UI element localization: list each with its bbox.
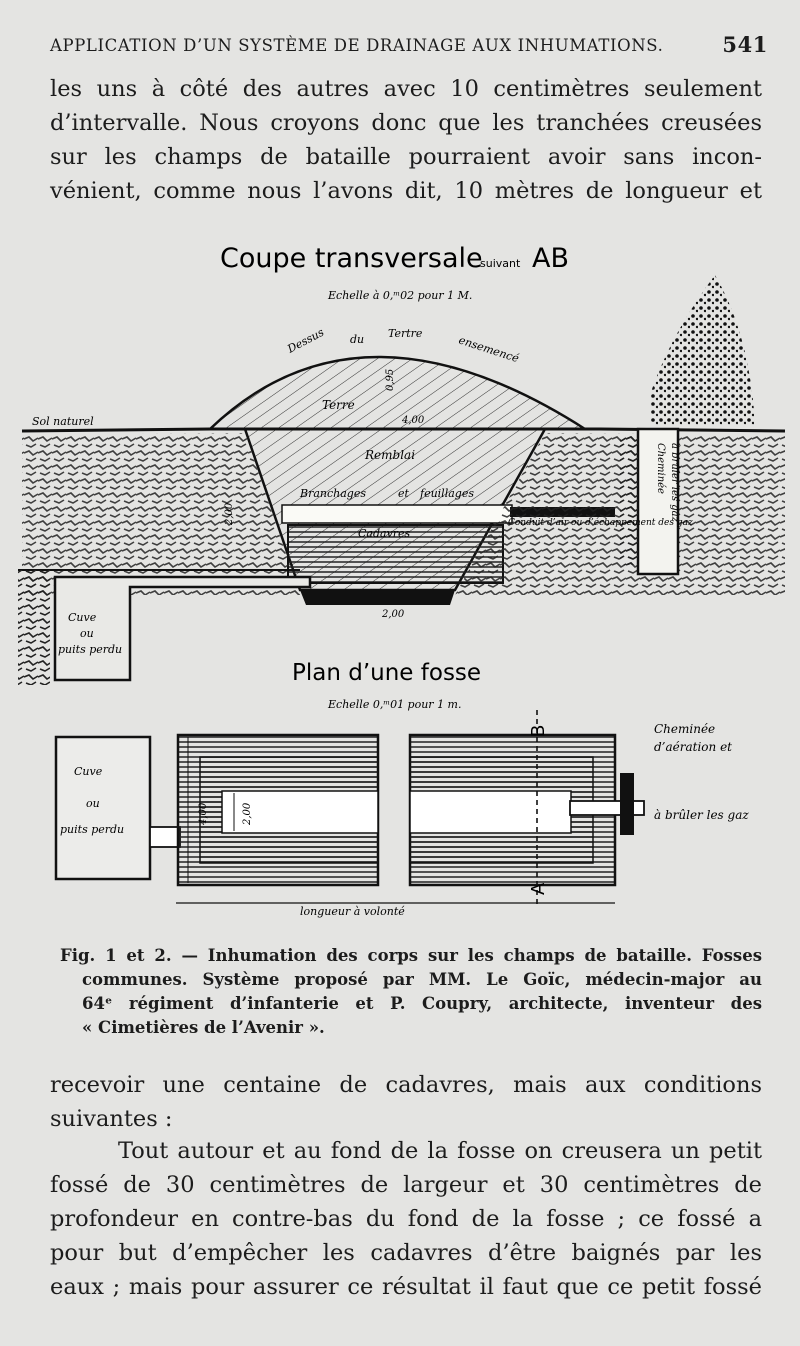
label-dim-400: 4,00 xyxy=(402,415,425,426)
paragraph-continuation xyxy=(50,1068,762,1136)
label-feuillages: feuillages xyxy=(420,487,474,500)
label-remblai: Remblai xyxy=(365,448,416,462)
label-conduit: Conduit d’air ou d’échappement des gaz xyxy=(508,518,693,528)
label-sol-naturel: Sol naturel xyxy=(32,415,94,428)
caption-line: communes. Système proposé par MM. Le Goïc, médecin-major au xyxy=(82,970,762,989)
text-line: pour but d’empêcher les cadavres d’être baignés par les xyxy=(50,1240,762,1266)
caption-line: 64ᵉ régiment d’infanterie et P. Coupry, architecte, inventeur des xyxy=(82,994,762,1013)
plan-label-ou: ou xyxy=(86,797,100,810)
text-line: recevoir une centaine de cadavres, mais aux conditions xyxy=(50,1072,762,1098)
label-puits-perdu: puits perdu xyxy=(58,643,123,656)
text-line: vénient, comme nous l’avons dit, 10 mètres de longueur et xyxy=(50,178,762,204)
text-line: les uns à côté des autres avec 10 centimètres seulement xyxy=(50,76,762,102)
plan-title: Plan d’une fosse xyxy=(292,660,482,686)
plan-view xyxy=(56,710,644,905)
label-dim-200-h: 2,00 xyxy=(382,609,405,620)
paragraph-bottom xyxy=(50,1134,762,1304)
caption-line: Fig. 1 et 2. — Inhumation des corps sur les champs de bataille. Fosses xyxy=(60,946,762,965)
label-du: du xyxy=(350,333,365,346)
figure-drainage-diagram xyxy=(10,225,790,945)
text-line: suivantes : xyxy=(50,1106,173,1132)
plan-label-a: A xyxy=(528,882,549,895)
text-line: fossé de 30 centimètres de largeur et 30 centimètres de xyxy=(50,1172,762,1198)
label-cuve: Cuve xyxy=(68,611,97,624)
label-ou: ou xyxy=(80,627,94,640)
plan-label-b: B xyxy=(528,724,549,737)
plan-label-aeration: d’aération et xyxy=(654,740,732,754)
label-et: et xyxy=(398,487,409,500)
text-line: sur les champs de bataille pourraient avoir sans incon- xyxy=(50,144,762,170)
label-tertre: Tertre xyxy=(388,327,423,340)
plan-label-dim-200: 2,00 xyxy=(242,802,253,825)
paragraph-top xyxy=(50,72,762,208)
label-bruler-section: à brûler les gaz xyxy=(669,443,680,522)
caption-line: « Cimetières de l’Avenir ». xyxy=(82,1018,325,1037)
label-terre: Terre xyxy=(322,398,355,412)
page-number: 541 xyxy=(722,32,768,57)
plan-scale: Echelle 0,ᵐ01 pour 1 m. xyxy=(328,698,462,711)
label-dessus: Dessus xyxy=(285,325,327,356)
label-ensemence: ensemencé xyxy=(457,333,521,366)
plan-label-bruler: à brûler les gaz xyxy=(654,808,749,822)
label-branchages: Branchages xyxy=(300,487,366,500)
section-title: Coupe transversale xyxy=(220,243,483,274)
running-head-title: APPLICATION D’UN SYSTÈME DE DRAINAGE AUX INHUMATIONS. xyxy=(50,36,664,55)
section-scale: Echelle à 0,ᵐ02 pour 1 M. xyxy=(328,289,473,302)
label-dim-200-v: 2,00 xyxy=(224,502,235,525)
section-ab: AB xyxy=(532,243,569,274)
plan-label-longueur: longueur à volonté xyxy=(300,905,405,918)
running-head xyxy=(50,32,768,60)
label-cadavres: Cadavres xyxy=(358,527,411,540)
plan-label-dim-400: 4,00 xyxy=(198,802,209,825)
text-line: profondeur en contre-bas du fond de la fosse ; ce fossé a xyxy=(50,1206,762,1232)
text-line: Tout autour et au fond de la fosse on creusera un petit xyxy=(118,1138,762,1164)
text-line: eaux ; mais pour assurer ce résultat il faut que ce petit fossé xyxy=(50,1274,762,1300)
plan-label-cuve: Cuve xyxy=(74,765,103,778)
figure-caption xyxy=(60,944,762,1040)
label-cheminee-section: Cheminée xyxy=(655,443,666,494)
text-line: d’intervalle. Nous croyons donc que les tranchées creusées xyxy=(50,110,762,136)
plan-label-puits-perdu: puits perdu xyxy=(60,823,125,836)
section-suffix: suivant xyxy=(480,257,521,270)
plan-label-cheminee: Cheminée xyxy=(654,722,716,736)
label-dim-095: 0,95 xyxy=(385,368,396,391)
